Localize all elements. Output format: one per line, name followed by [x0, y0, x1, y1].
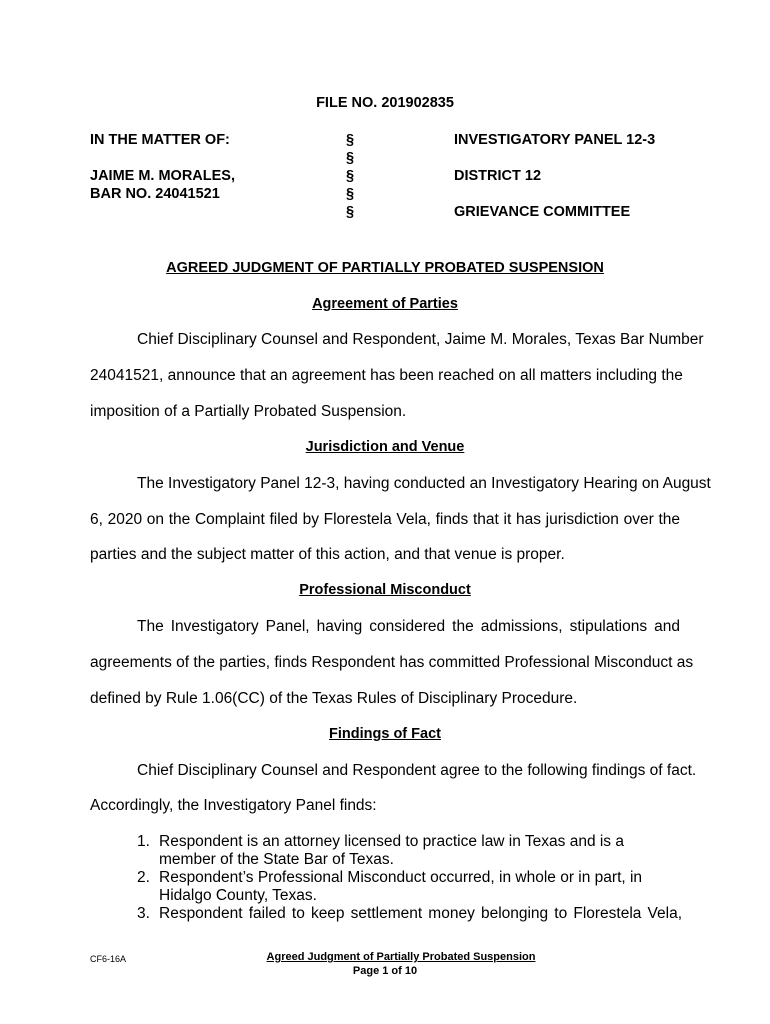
section-mark: § [346, 168, 355, 184]
agreement-heading: Agreement of Parties [312, 296, 458, 312]
jurisdiction-heading: Jurisdiction and Venue [305, 439, 465, 455]
list-number: 3. [137, 905, 150, 922]
list-item [137, 905, 682, 923]
findings-heading: Findings of Fact [329, 726, 441, 742]
list-text: Respondent’s Professional Misconduct occurred, in whole or in part, in Hidalgo County, Texas. [159, 869, 643, 904]
agreement-line-1: Chief Disciplinary Counsel and Respondent, Jaime M. Morales, Texas Bar Number [137, 331, 704, 348]
misconduct-line-3: defined by Rule 1.06(CC) of the Texas Rules of Disciplinary Procedure. [90, 690, 578, 707]
agreement-line-2: 24041521, announce that an agreement has been reached on all matters including the [90, 367, 683, 384]
section-mark: § [346, 150, 355, 166]
findings-line-2: Accordingly, the Investigatory Panel finds: [90, 797, 377, 814]
investigatory-panel: INVESTIGATORY PANEL 12-3 [454, 132, 656, 148]
respondent-name: JAIME M. MORALES, [90, 168, 236, 184]
list-number: 2. [137, 869, 150, 886]
jurisdiction-line-1: The Investigatory Panel 12-3, having conducted an Investigatory Hearing on August [137, 475, 711, 492]
misconduct-line-2: agreements of the parties, finds Respondent has committed Professional Misconduct as [90, 654, 694, 671]
list-number: 1. [137, 833, 150, 850]
list-text: Respondent failed to keep settlement money belonging to Florestela Vela, [159, 905, 682, 922]
findings-line-1: Chief Disciplinary Counsel and Respondent agree to the following findings of fact. [137, 762, 697, 779]
jurisdiction-line-2: 6, 2020 on the Complaint filed by Florestela Vela, finds that it has jurisdiction over the [90, 511, 680, 528]
form-code: CF6-16A [90, 954, 127, 964]
section-mark: § [346, 186, 355, 202]
list-text: Respondent is an attorney licensed to practice law in Texas and is a member of the State Bar of Texas. [159, 833, 624, 868]
in-the-matter-label: IN THE MATTER OF: [90, 132, 230, 148]
grievance-committee: GRIEVANCE COMMITTEE [454, 204, 631, 220]
district: DISTRICT 12 [454, 168, 542, 184]
section-mark: § [346, 204, 355, 220]
footer-title: Agreed Judgment of Partially Probated Suspension [266, 951, 536, 963]
page-number: Page 1 of 10 [352, 965, 418, 977]
list-item [137, 833, 682, 869]
misconduct-heading: Professional Misconduct [299, 582, 471, 598]
list-item [137, 869, 682, 905]
bar-number: BAR NO. 24041521 [90, 186, 220, 202]
section-mark: § [346, 132, 355, 148]
agreement-line-3: imposition of a Partially Probated Suspension. [90, 403, 407, 420]
file-number: FILE NO. 201902835 [316, 95, 454, 111]
jurisdiction-line-3: parties and the subject matter of this action, and that venue is proper. [90, 546, 565, 563]
document-title: AGREED JUDGMENT OF PARTIALLY PROBATED SUSPENSION [166, 260, 604, 276]
misconduct-line-1: The Investigatory Panel, having considered the admissions, stipulations and [137, 618, 680, 635]
